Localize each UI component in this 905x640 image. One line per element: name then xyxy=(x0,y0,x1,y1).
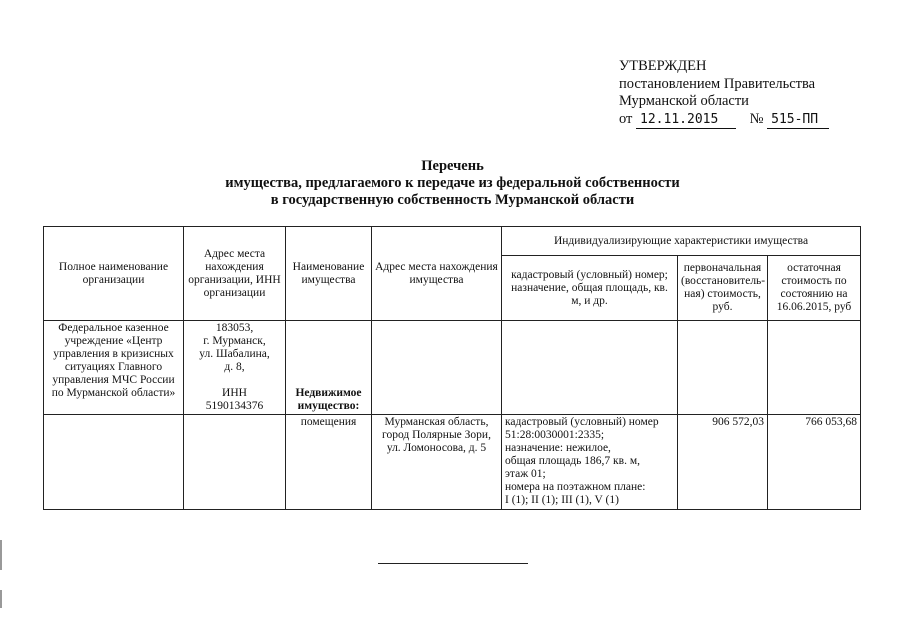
cell-initial-cost: 906 572,03 xyxy=(678,415,768,510)
cadastral-line: I (1); II (1); III (1), V (1) xyxy=(505,494,619,506)
document-title xyxy=(0,158,905,209)
cadastral-line: кадастровый (условный) номер xyxy=(505,416,659,428)
header-characteristics: Индивидуализирующие характеристики имущества xyxy=(502,227,861,256)
table-header-row-1 xyxy=(44,227,861,256)
cell-empty xyxy=(678,321,768,415)
date-prefix: от xyxy=(619,110,633,127)
org-inn-label: ИНН xyxy=(222,387,247,399)
cadastral-line: номера на поэтажном плане: xyxy=(505,481,646,493)
approval-number: 515-ПП xyxy=(767,111,829,130)
header-property-address: Адрес места нахождения имущества xyxy=(372,227,502,321)
table-row-organization xyxy=(44,321,861,415)
org-house: д. 8, xyxy=(224,361,245,373)
cadastral-line: общая площадь 186,7 кв. м, xyxy=(505,455,640,467)
approval-date: 12.11.2015 xyxy=(636,111,736,130)
number-prefix: № xyxy=(749,110,764,127)
cell-org-name: Федеральное казенное учреждение «Центр управления в кризисных ситуациях Главного управления МЧС России по Мурманской области» xyxy=(44,321,184,415)
cell-property-address: Мурманская область, город Полярные Зори, ул. Ломоносова, д. 5 xyxy=(372,415,502,510)
scan-margin-mark xyxy=(0,540,2,570)
title-line-2: имущества, предлагаемого к передаче из федеральной собственности xyxy=(225,175,680,191)
table-row-property xyxy=(44,415,861,510)
header-initial-cost: первоначальная (восстановитель-ная) стоимость, руб. xyxy=(678,256,768,321)
cell-property-name: помещения xyxy=(286,415,372,510)
approval-date-line xyxy=(619,111,829,130)
closing-line xyxy=(378,563,528,564)
cell-empty xyxy=(768,321,861,415)
approval-stamp xyxy=(619,58,829,129)
header-cadastral: кадастровый (условный) номер; назначение, общая площадь, кв. м, и др. xyxy=(502,256,678,321)
org-inn: 5190134376 xyxy=(205,400,264,412)
cell-residual-cost: 766 053,68 xyxy=(768,415,861,510)
title-line-1: Перечень xyxy=(421,158,484,174)
cell-category: Недвижимое имущество: xyxy=(286,321,372,415)
header-property-name: Наименование имущества xyxy=(286,227,372,321)
cell-empty xyxy=(184,415,286,510)
org-city: г. Мурманск, xyxy=(203,335,266,347)
property-table xyxy=(43,226,861,510)
cell-org-address xyxy=(184,321,286,415)
org-street: ул. Шабалина, xyxy=(199,348,270,360)
title-line-3: в государственную собственность Мурманской области xyxy=(270,192,635,208)
header-residual-cost: остаточная стоимость по состоянию на 16.06.2015, руб xyxy=(768,256,861,321)
cell-empty xyxy=(44,415,184,510)
header-org-address: Адрес места нахождения организации, ИНН организации xyxy=(184,227,286,321)
cell-empty xyxy=(502,321,678,415)
cadastral-line: 51:28:0030001:2335; xyxy=(505,429,605,441)
cadastral-line: этаж 01; xyxy=(505,468,546,480)
approval-resolution: постановлением Правительства xyxy=(619,75,816,92)
header-org-name: Полное наименование организации xyxy=(44,227,184,321)
approval-heading: УТВЕРЖДЕН xyxy=(619,58,707,74)
org-postcode: 183053, xyxy=(215,322,254,334)
approval-region: Мурманской области xyxy=(619,93,749,109)
scan-margin-mark xyxy=(0,590,2,608)
cadastral-line: назначение: нежилое, xyxy=(505,442,611,454)
cell-empty xyxy=(372,321,502,415)
cell-cadastral xyxy=(502,415,678,510)
